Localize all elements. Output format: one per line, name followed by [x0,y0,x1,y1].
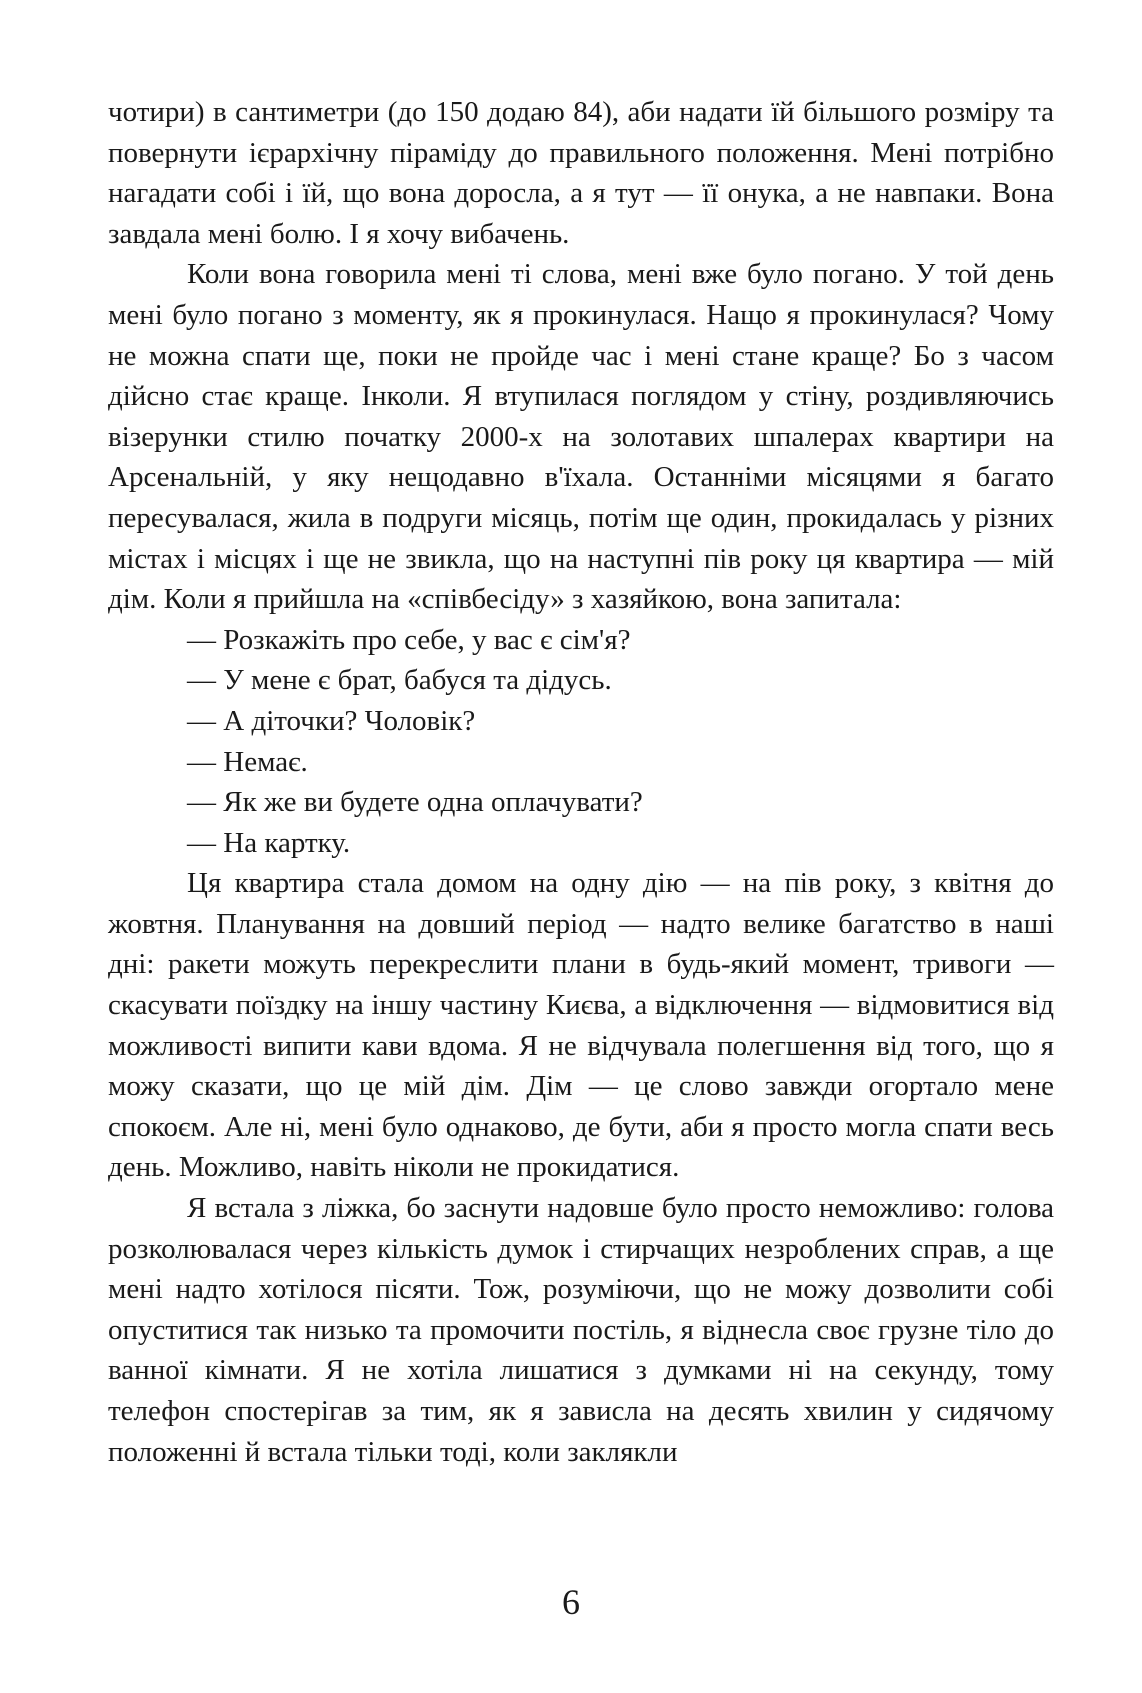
dialogue-line: — Як же ви будете одна оплачувати? [187,786,643,819]
body-text [108,92,1054,1472]
dialogue-line: — А діточки? Чоловік? [187,704,476,737]
dialogue-line: — На картку. [187,826,351,859]
paragraph: Коли вона говорила мені ті слова, мені вже було погано. У той день мені було погано з моменту, як я прокинулася. Нащо я прокинулася? Чому не можна спати ще, поки не пройде час і мені стане краще? Бо з часом дійсно стає краще. Інколи. Я втупилася поглядом у стіну, роздивляючись візерунки стилю початку 2000-х на золотавих шпалерах квартири на Арсенальній, у яку нещодавно в'їхала. Останніми місяцями я багато пересувалася, жила в подруги місяць, потім ще один, прокидалась у різних містах і місцях і ще не звикла, що на наступні пів року ця квартира — мій дім. Коли я прийшла на «співбесіду» з хазяйкою, вона запитала: [108,258,1054,616]
dialogue-line: — Розкажіть про себе, у вас є сім'я? [187,623,631,656]
paragraph-continuation: чотири) в сантиметри (до 150 додаю 84), аби надати їй більшого розміру та повернути ієрархічну піраміду до правильного положення. Мені потрібно нагадати собі і їй, що вона доросла, а я тут — її онука, а не навпаки. Вона завдала мені болю. І я хочу вибачень. [108,96,1054,250]
page-number: 6 [562,1582,580,1622]
paragraph: Ця квартира стала домом на одну дію — на пів року, з квітня до жовтня. Планування на довший період — надто велике багатство в наші дні: ракети можуть перекреслити плани в будь-який момент, тривоги — скасувати поїздку на іншу частину Києва, а відключення — відмовитися від можливості випити кави вдома. Я не відчувала полегшення від того, що я можу сказати, що це мій дім. Дім — це слово завжди огортало мене спокоєм. Але ні, мені було однаково, де бути, аби я просто могла спати весь день. Можливо, навіть ніколи не прокидатися. [108,867,1054,1184]
dialogue-line: — У мене є брат, бабуся та дідусь. [187,664,612,697]
dialogue-line: — Немає. [187,745,308,778]
paragraph: Я встала з ліжка, бо заснути надовше було просто неможливо: голова розколювалася через кількість думок і стирчащих незроблених справ, а ще мені надто хотілося пісяти. Тож, розуміючи, що не можу дозволити собі опуститися так низько та промочити постіль, я віднесла своє грузне тіло до ванної кімнати. Я не хотіла лишатися з думками ні на секунду, тому телефон спостерігав за тим, як я зависла на десять хвилин у сидячому положенні й встала тільки тоді, коли заклякли [108,1192,1054,1468]
